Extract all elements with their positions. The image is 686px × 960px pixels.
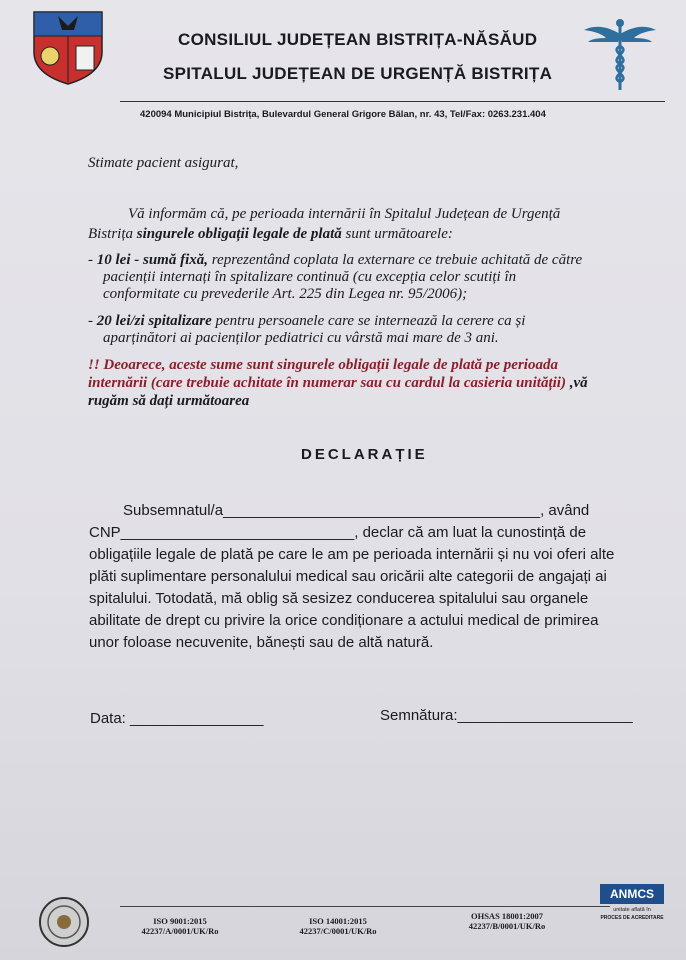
item-1-amount: 10 lei - sumă fixă, — [96, 252, 208, 268]
declaration-title: DECLARAȚIE — [301, 446, 428, 463]
signature-field[interactable]: Semnătura:_____________________ — [380, 707, 633, 724]
iso-14001-title: ISO 14001:2015 — [309, 916, 367, 926]
iso-14001-code: 42237/C/0001/UK/Ro — [299, 926, 377, 936]
header-divider — [120, 101, 665, 102]
declaration-line-3: obligațiile legale de plată pe care le am pe perioada internării și nu voi oferi alte — [89, 546, 615, 563]
anmcs-subtitle-2: PROCES DE ACREDITARE — [600, 915, 664, 921]
item-1-text: reprezentând coplata la externare ce trebuie achitată de către — [211, 252, 583, 268]
anmcs-name: ANMCS — [600, 884, 664, 904]
item-2-amount: 20 lei/zi spitalizare — [96, 313, 212, 329]
header-council-name: CONSILIUL JUDEȚEAN BISTRIȚA-NĂSĂUD — [178, 30, 538, 49]
header-hospital-name: SPITALUL JUDEȚEAN DE URGENȚĂ BISTRIȚA — [163, 64, 553, 83]
item-2-line-2: aparținători ai pacienților pediatrici cu vârstă mai mare de 3 ani. — [103, 330, 499, 346]
warning-line-1: !! Deoarece, aceste sume sunt singurele obligații legale de plată pe perioada — [88, 357, 558, 373]
warning-line-2 — [88, 375, 588, 392]
warning-text: internării (care trebuie achitate în numerar sau cu cardul la casieria unității) — [88, 375, 566, 391]
hospital-address: 420094 Municipiul Bistrița, Bulevardul General Grigore Bălan, nr. 43, Tel/Fax: 0263.231.404 — [140, 109, 546, 120]
iso-14001-cert — [283, 916, 393, 936]
anmcs-logo — [600, 884, 664, 934]
iso-9001-cert — [125, 916, 235, 936]
item-1-line-3: conformitate cu prevederile Art. 225 din Legea nr. 95/2006); — [103, 286, 468, 302]
declaration-line-4: plăti suplimentare personalului medical sau oricării alte categorii de angajați ai — [89, 568, 607, 585]
iso-9001-title: ISO 9001:2015 — [153, 916, 207, 926]
ohsas-18001-cert — [452, 911, 562, 931]
intro-text: Bistrița — [88, 226, 134, 242]
warning-line-3: rugăm să dați următoarea — [88, 393, 250, 409]
greeting: Stimate pacient asigurat, — [88, 155, 239, 171]
iso-9001-code: 42237/A/0001/UK/Ro — [141, 926, 219, 936]
declaration-line-5: spitalului. Totodată, mă oblig să sesizez conducerea spitalului sau organele — [89, 590, 589, 607]
item-2-line-1: - 20 lei/zi spitalizare pentru persoanele care se internează la cerere ca și — [88, 313, 526, 329]
declaration-line-7: unor foloase necuvenite, bănești sau de altă natură. — [89, 634, 434, 651]
intro-emphasis: singurele obligații legale de plată — [136, 226, 342, 242]
footer-divider — [120, 906, 610, 907]
declaration-line-1: Subsemnatul/a______________________________________, având — [123, 502, 590, 519]
anmcs-subtitle-1: unitate aflată în — [613, 907, 651, 913]
caduceus-icon — [580, 16, 660, 92]
intro-line-2 — [88, 226, 453, 243]
ohsas-18001-code: 42237/B/0001/UK/Ro — [468, 921, 546, 931]
county-coat-of-arms-icon — [30, 8, 106, 86]
intro-text-end: sunt următoarele: — [345, 226, 453, 242]
ohsas-18001-title: OHSAS 18001:2007 — [470, 911, 544, 921]
item-1-line-1: - 10 lei - sumă fixă, reprezentând coplata la externare ce trebuie achitată de către — [88, 252, 583, 268]
item-2-text: pentru persoanele care se internează la cerere ca și — [215, 313, 526, 329]
item-1-line-2: pacienții internați în spitalizare continuă (cu excepția celor scutiți în — [103, 269, 517, 285]
warning-text-end: ,vă — [569, 375, 588, 391]
declaration-line-2: CNP____________________________, declar că am luat la cunostință de — [89, 524, 587, 541]
certification-seal-icon — [38, 896, 90, 948]
date-field[interactable]: Data: ________________ — [90, 710, 264, 727]
declaration-line-6: abilitate de drept cu privire la orice condiționare a actului medical de primirea — [89, 612, 599, 629]
intro-line-1: Vă informăm că, pe perioada internării în Spitalul Județean de Urgență — [128, 206, 561, 222]
